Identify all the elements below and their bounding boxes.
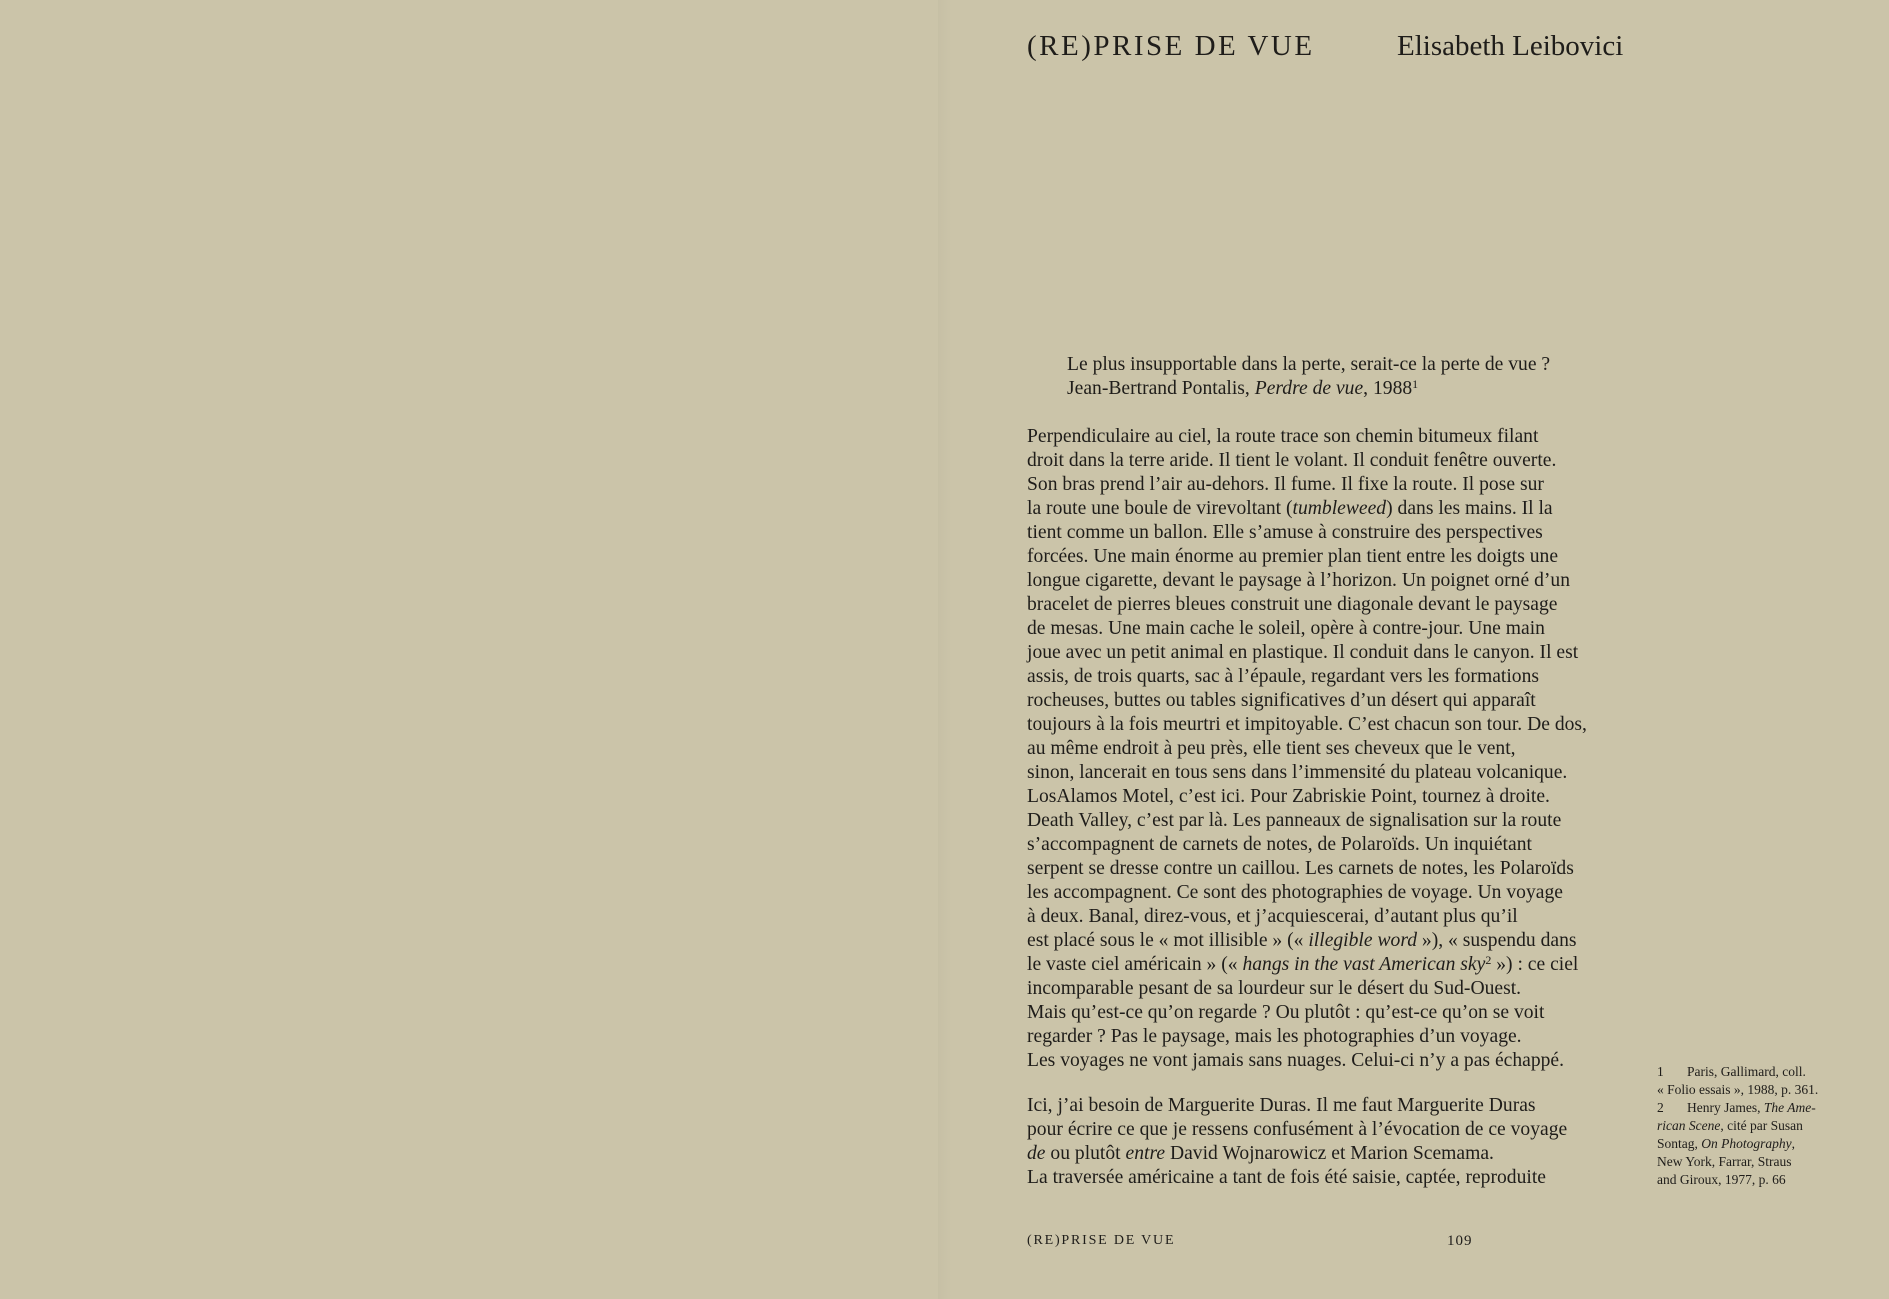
- text-line: regarder ? Pas le paysage, mais les photographies d’un voyage.: [1027, 1026, 1522, 1047]
- text-line: rocheuses, buttes ou tables significatives d’un désert qui apparaît: [1027, 690, 1536, 711]
- text-line: le vaste ciel américain » (« hangs in the vast American sky$^2$ ») : ce ciel: [1027, 953, 1579, 975]
- footnotes: [1657, 1063, 1857, 1189]
- text-line: Perpendiculaire au ciel, la route trace son chemin bitumeux filant: [1027, 426, 1539, 447]
- body-paragraph-2: [1027, 1094, 1647, 1190]
- text-line: de mesas. Une main cache le soleil, opère à contre-jour. Une main: [1027, 618, 1545, 639]
- page-gutter: [938, 0, 952, 1299]
- text-line: incomparable pesant de sa lourdeur sur le désert du Sud-Ouest.: [1027, 978, 1522, 999]
- epigraph-quote: Le plus insupportable dans la perte, serait-ce la perte de vue ?: [1067, 354, 1551, 375]
- text-line: à deux. Banal, direz-vous, et j’acquiescerai, d’autant plus qu’il: [1027, 906, 1518, 927]
- text-line: s’accompagnent de carnets de notes, de Polaroïds. Un inquiétant: [1027, 834, 1532, 855]
- text-line: longue cigarette, devant le paysage à l’horizon. Un poignet orné d’un: [1027, 570, 1570, 591]
- text-line: Ici, j’ai besoin de Marguerite Duras. Il me faut Marguerite Duras: [1027, 1095, 1536, 1116]
- text-line: toujours à la fois meurtri et impitoyable. C’est chacun son tour. De dos,: [1027, 714, 1587, 735]
- text-line: LosAlamos Motel, c’est ici. Pour Zabriskie Point, tournez à droite.: [1027, 786, 1550, 807]
- text-line: au même endroit à peu près, elle tient ses cheveux que le vent,: [1027, 738, 1516, 759]
- text-line: Death Valley, c’est par là. Les panneaux de signalisation sur la route: [1027, 810, 1562, 831]
- text-line: serpent se dresse contre un caillou. Les carnets de notes, les Polaroïds: [1027, 858, 1574, 879]
- text-line: La traversée américaine a tant de fois été saisie, captée, reproduite: [1027, 1167, 1546, 1188]
- footnote-2: 2 Henry James, The Ame-: [1657, 1100, 1816, 1115]
- footnote-line: rican Scene, cité par Susan: [1657, 1118, 1803, 1133]
- chapter-title: (RE)PRISE DE VUE: [1027, 30, 1315, 62]
- text-line: pour écrire ce que je ressens confusément à l’évocation de ce voyage: [1027, 1119, 1568, 1140]
- text-line: tient comme un ballon. Elle s’amuse à construire des perspectives: [1027, 522, 1543, 543]
- text-line: droit dans la terre aride. Il tient le volant. Il conduit fenêtre ouverte.: [1027, 450, 1557, 471]
- footnote-line: Sontag, On Photography,: [1657, 1136, 1796, 1151]
- text-line: joue avec un petit animal en plastique. Il conduit dans le canyon. Il est: [1027, 642, 1579, 663]
- text-line: bracelet de pierres bleues construit une diagonale devant le paysage: [1027, 594, 1558, 615]
- footnote-ref-2[interactable]: 2: [1485, 953, 1492, 967]
- text-line: Son bras prend l’air au-dehors. Il fume. Il fixe la route. Il pose sur: [1027, 474, 1544, 495]
- text-line: de ou plutôt entre David Wojnarowicz et Marion Scemama.: [1027, 1143, 1494, 1164]
- footnote-line: and Giroux, 1977, p. 66: [1657, 1172, 1786, 1187]
- text-line: la route une boule de virevoltant (tumbleweed) dans les mains. Il la: [1027, 498, 1553, 519]
- text-line: assis, de trois quarts, sac à l’épaule, regardant vers les formations: [1027, 666, 1539, 687]
- footnote-1: 1 Paris, Gallimard, coll.: [1657, 1064, 1806, 1079]
- footnote-line: « Folio essais », 1988, p. 361.: [1657, 1082, 1819, 1097]
- epigraph-attribution: Jean-Bertrand Pontalis, Perdre de vue, 1988$^1$: [1067, 377, 1419, 399]
- footnote-line: New York, Farrar, Straus: [1657, 1154, 1792, 1169]
- author-name: Elisabeth Leibovici: [1397, 30, 1624, 62]
- text-line: sinon, lancerait en tous sens dans l’immensité du plateau volcanique.: [1027, 762, 1568, 783]
- running-footer-title: (RE)PRISE DE VUE: [1027, 1233, 1176, 1248]
- text-line: Les voyages ne vont jamais sans nuages. Celui-ci n’y a pas échappé.: [1027, 1050, 1565, 1071]
- page-number: 109: [1447, 1233, 1473, 1249]
- blank-left-page: [0, 0, 944, 1299]
- body-paragraph-1: [1027, 425, 1647, 1073]
- text-line: est placé sous le « mot illisible » (« illegible word »), « suspendu dans: [1027, 930, 1577, 951]
- text-line: les accompagnent. Ce sont des photographies de voyage. Un voyage: [1027, 882, 1563, 903]
- text-line: forcées. Une main énorme au premier plan tient entre les doigts une: [1027, 546, 1559, 567]
- text-line: Mais qu’est-ce qu’on regarde ? Ou plutôt : qu’est-ce qu’on se voit: [1027, 1002, 1545, 1023]
- footnote-ref-1[interactable]: 1: [1412, 377, 1419, 391]
- epigraph: [1067, 353, 1627, 401]
